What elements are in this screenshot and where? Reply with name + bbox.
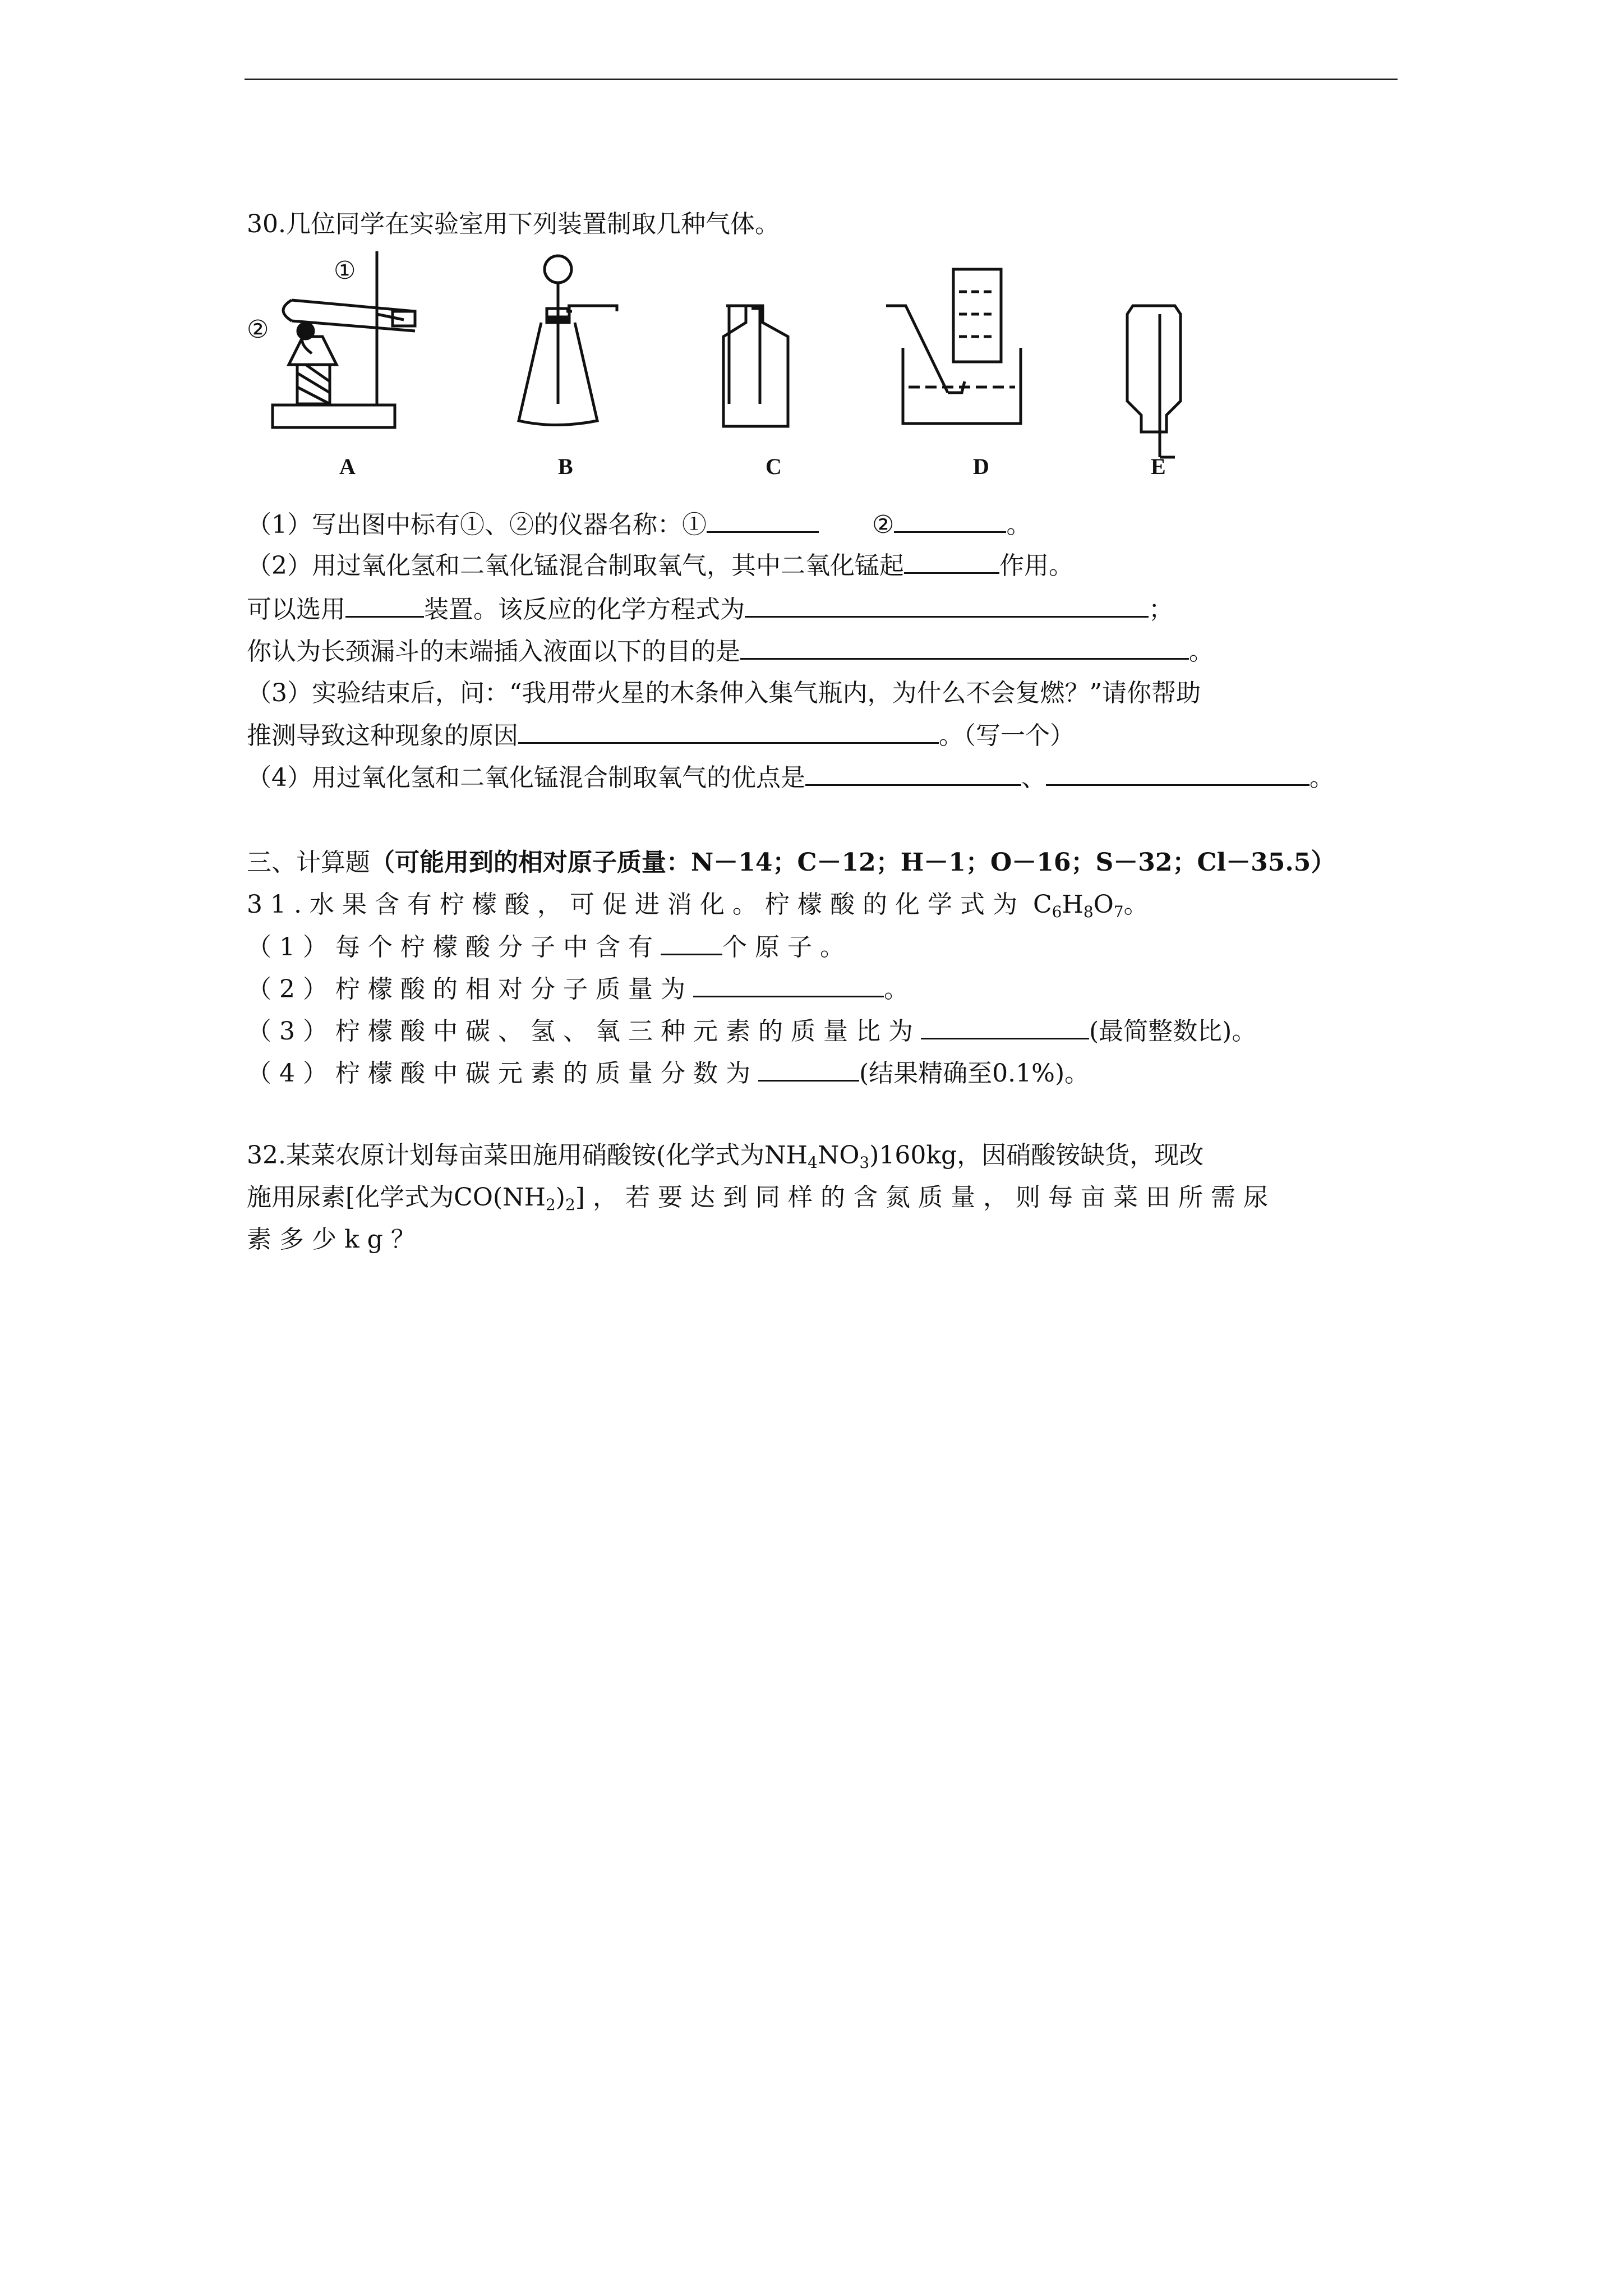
apparatus-c <box>723 306 788 426</box>
q31-part4-end: (结果精确至0.1%)。 <box>859 1059 1090 1088</box>
q31-part2-text: （2）柠檬酸的相对分子质量为 <box>247 975 693 1004</box>
q32-line1 <box>247 1140 1204 1179</box>
q30-part4-end: 。 <box>1310 763 1334 792</box>
figure-label-a: A <box>339 454 356 479</box>
q32-line1-c: )160kg，因硝酸铵缺货，现改 <box>869 1141 1204 1170</box>
q30-blank-9[interactable] <box>1046 762 1310 786</box>
q30-part4-text: （4）用过氧化氢和二氧化锰混合制取氧气的优点是 <box>247 763 805 792</box>
q31-intro <box>247 889 1149 928</box>
q31-part3-end: (最简整数比)。 <box>1089 1017 1257 1046</box>
q31-blank-4[interactable] <box>758 1057 859 1082</box>
q30-part3-line2 <box>247 720 1075 752</box>
formula-end: 。 <box>1123 890 1149 919</box>
q30-part1-prefix: （1）写出图中标有①、②的仪器名称：① <box>247 510 707 539</box>
q30-blank-8[interactable] <box>805 762 1021 786</box>
q31-blank-1[interactable] <box>661 931 722 955</box>
q30-part4-sep: 、 <box>1021 763 1046 792</box>
q30-part2-line2 <box>247 593 1173 625</box>
formula-h: H <box>1062 890 1083 919</box>
q30-blank-4[interactable] <box>345 593 424 618</box>
q31-part3 <box>247 1015 1256 1047</box>
q32-line2-c: ]，若要达到同样的含氮质量，则每亩菜田所需尿 <box>575 1183 1276 1212</box>
q31-blank-3[interactable] <box>921 1015 1089 1039</box>
formula-c-sub: 6 <box>1052 903 1062 921</box>
q30-part1-mid: ② <box>872 510 895 539</box>
section3-title: 三、计算题 <box>247 848 370 877</box>
formula-h-sub: 8 <box>1083 903 1094 921</box>
figure-label-b: B <box>558 454 573 479</box>
figure-label-c: C <box>766 454 782 479</box>
q30-part1 <box>247 509 1031 541</box>
q32-line1-b: NO <box>817 1141 860 1170</box>
q30-part1-end: 。 <box>1006 510 1031 539</box>
figure-label-d: D <box>973 454 989 479</box>
q30-part3-reason: 推测导致这种现象的原因 <box>247 721 518 750</box>
q30-blank-2[interactable] <box>894 509 1006 533</box>
q30-part2-semicolon: ； <box>1149 595 1173 624</box>
q32-line2-sub2: 2 <box>565 1195 575 1214</box>
marker-2: ② <box>247 315 269 344</box>
q30-blank-1[interactable] <box>707 509 819 533</box>
q31-part4 <box>247 1057 1089 1089</box>
q32-line1-sub2: 3 <box>859 1153 870 1172</box>
formula-c: C <box>1032 890 1052 919</box>
q30-part2-line3 <box>247 636 1214 668</box>
apparatus-b <box>519 256 617 425</box>
q32-line2-b: ) <box>555 1183 565 1212</box>
q31-part2 <box>247 973 909 1005</box>
q30-blank-3[interactable] <box>904 550 999 574</box>
q32-line1-sub1: 4 <box>808 1153 818 1172</box>
atomic-masses: （可能用到的相对原子质量：N－14；C－12；H－1；O－16；S－32；Cl－35.5） <box>370 848 1336 877</box>
q30-part2 <box>247 550 1073 582</box>
apparatus-d <box>886 269 1021 424</box>
q31-part4-text: （4）柠檬酸中碳元素的质量分数为 <box>247 1059 758 1088</box>
q30-blank-7[interactable] <box>518 720 939 744</box>
q30-part2-select: 可以选用 <box>247 595 345 624</box>
marker-1: ① <box>334 256 356 285</box>
q30-blank-5[interactable] <box>745 593 1149 618</box>
q31-part2-end: 。 <box>884 975 909 1004</box>
q30-part2-purpose: 你认为长颈漏斗的末端插入液面以下的目的是 <box>247 637 740 666</box>
formula-o-sub: 7 <box>1113 903 1124 921</box>
q31-part1 <box>247 931 852 963</box>
q31-blank-2[interactable] <box>693 973 884 997</box>
q31-intro-text: 31.水果含有柠檬酸，可促进消化。柠檬酸的化学式为 <box>247 890 1025 919</box>
q30-part2-line3-end: 。 <box>1189 637 1214 666</box>
q32-line2-a: 施用尿素[化学式为CO(NH <box>247 1183 546 1212</box>
formula-o: O <box>1093 890 1114 919</box>
q30-part3-line1: （3）实验结束后，问：“我用带火星的木条伸入集气瓶内，为什么不会复燃？”请你帮助 <box>247 679 1201 707</box>
q31-part3-text: （3）柠檬酸中碳、氢、氧三种元素的质量比为 <box>247 1017 921 1046</box>
q30-blank-6[interactable] <box>740 636 1189 660</box>
q32-line1-a: 32.某菜农原计划每亩菜田施用硝酸铵(化学式为NH <box>247 1141 808 1170</box>
q31-part1-text: （1）每个柠檬酸分子中含有 <box>247 933 661 961</box>
q31-part1-end: 个原子。 <box>722 933 852 961</box>
q30-part4 <box>247 762 1334 794</box>
q32-line3: 素多少kg？ <box>247 1225 423 1254</box>
section3-heading <box>247 847 1335 878</box>
q30-part2-text: （2）用过氧化氢和二氧化锰混合制取氧气，其中二氧化锰起 <box>247 551 904 580</box>
q32-line2 <box>247 1182 1276 1221</box>
q30-part2-end: 作用。 <box>999 551 1073 580</box>
q32-line2-sub1: 2 <box>545 1195 556 1214</box>
figure-label-e: E <box>1151 454 1166 479</box>
q30-title: 30.几位同学在实验室用下列装置制取几种气体。 <box>247 210 780 238</box>
q30-part2-equation: 装置。该反应的化学方程式为 <box>424 595 745 624</box>
apparatus-e <box>1127 306 1181 457</box>
q30-part3-end: 。（写一个） <box>939 721 1075 750</box>
